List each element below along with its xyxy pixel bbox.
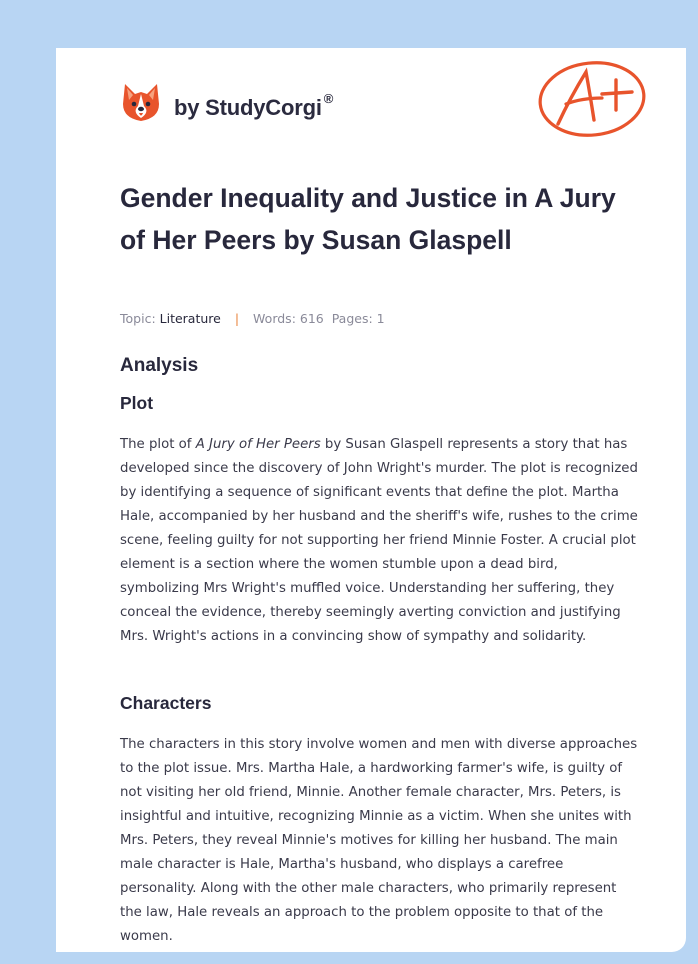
a-plus-grade-icon: [536, 58, 648, 140]
topic-label: Topic:: [120, 311, 156, 326]
plot-paragraph: The plot of A Jury of Her Peers by Susan Glaspell represents a story that has developed since the discovery of John Wright's murder. The plot is recognized by identifying a sequence of significant events that define the plot. Martha Hale, accompanied by her husband and the sheriff's wife, rushes to the crime scene, feeling guilty for not supporting her friend Minnie Foster. A crucial plot element is a section where the women stumble upon a dead bird, symbolizing Mrs Wright's muffled voice. Understanding her suffering, they conceal the evidence, thereby seemingly averting conviction and justifying Mrs. Wright's actions in a convincing show of sympathy and solidarity.: [120, 437, 638, 644]
analysis-heading: Analysis: [120, 355, 199, 376]
brand-name[interactable]: by StudyCorgi ®: [174, 91, 334, 120]
characters-heading: Characters: [120, 693, 212, 713]
page-title: Gender Inequality and Justice in A Jury of Her Peers by Susan Glaspell: [120, 183, 616, 255]
document-page: [56, 48, 686, 952]
work-title: A Jury of Her Peers: [195, 437, 321, 452]
topic-link[interactable]: Literature: [159, 311, 221, 326]
plot-heading: Plot: [120, 393, 154, 413]
page-count: Pages: 1: [331, 311, 385, 326]
registered-mark: ®: [323, 91, 334, 106]
word-count: Words: 616: [253, 311, 324, 326]
characters-paragraph: The characters in this story involve women and men with diverse approaches to the plot issue. Mrs. Martha Hale, a hardworking farmer's wife, is guilty of not visiting her old friend, Minnie. Another female character, Mrs. Peters, is insightful and intuitive, recognizing Minnie as a victim. When she unites with Mrs. Peters, they reveal Minnie's motives for killing her husband. The main male character is Hale, Martha's husband, who displays a carefree personality. Along with the other male characters, who primarily represent the law, Hale reveals an approach to the problem opposite to that of the women.: [120, 737, 638, 944]
brand-header: [120, 76, 333, 128]
corgi-logo-icon[interactable]: [120, 80, 162, 124]
meta-separator: |: [234, 311, 240, 326]
meta-info: [120, 311, 385, 326]
